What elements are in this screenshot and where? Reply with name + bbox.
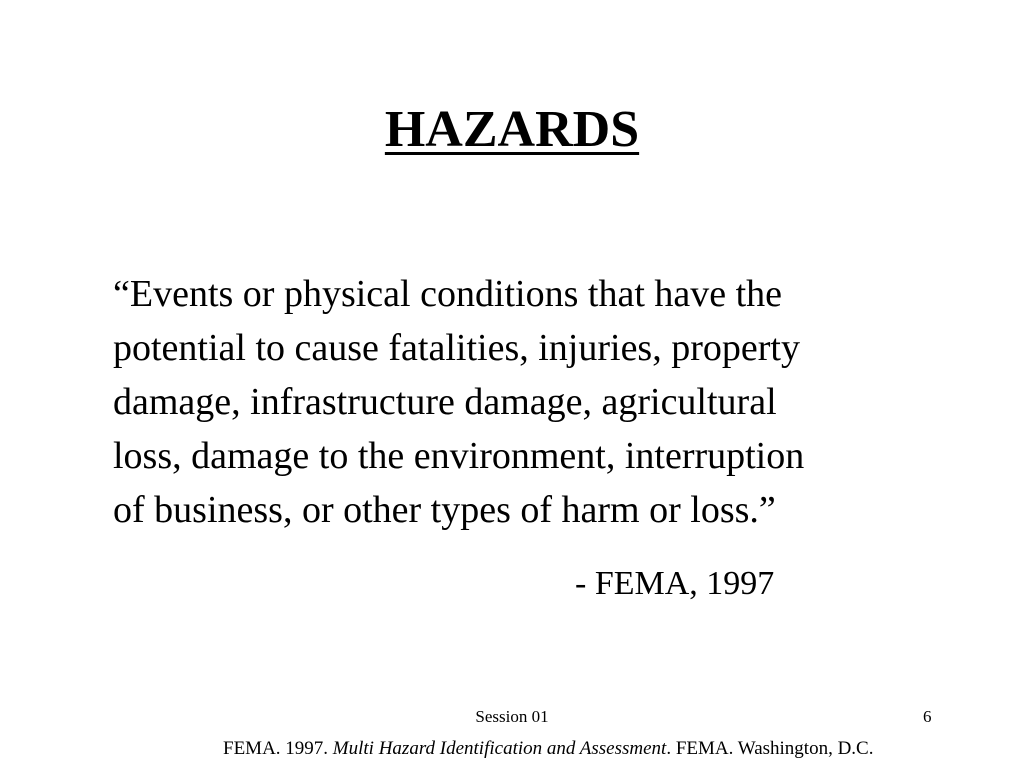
citation-prefix: FEMA. 1997.	[223, 738, 333, 759]
source-citation	[223, 737, 873, 761]
quote-line: loss, damage to the environment, interruption	[113, 435, 805, 477]
quote-attribution: - FEMA, 1997	[575, 565, 775, 602]
quote-line: of business, or other types of harm or loss.”	[113, 489, 776, 531]
citation-title: Multi Hazard Identification and Assessment	[332, 738, 667, 759]
quote-line: potential to cause fatalities, injuries, property	[113, 327, 800, 369]
quote-line: damage, infrastructure damage, agricultural	[113, 381, 777, 423]
page-number: 6	[923, 707, 932, 726]
quote-line: “Events or physical conditions that have the	[113, 273, 783, 315]
citation-suffix: . FEMA. Washington, D.C.	[666, 738, 874, 759]
session-label: Session 01	[475, 707, 549, 726]
slide-title: HAZARDS	[384, 101, 640, 158]
definition-quote	[113, 267, 963, 537]
